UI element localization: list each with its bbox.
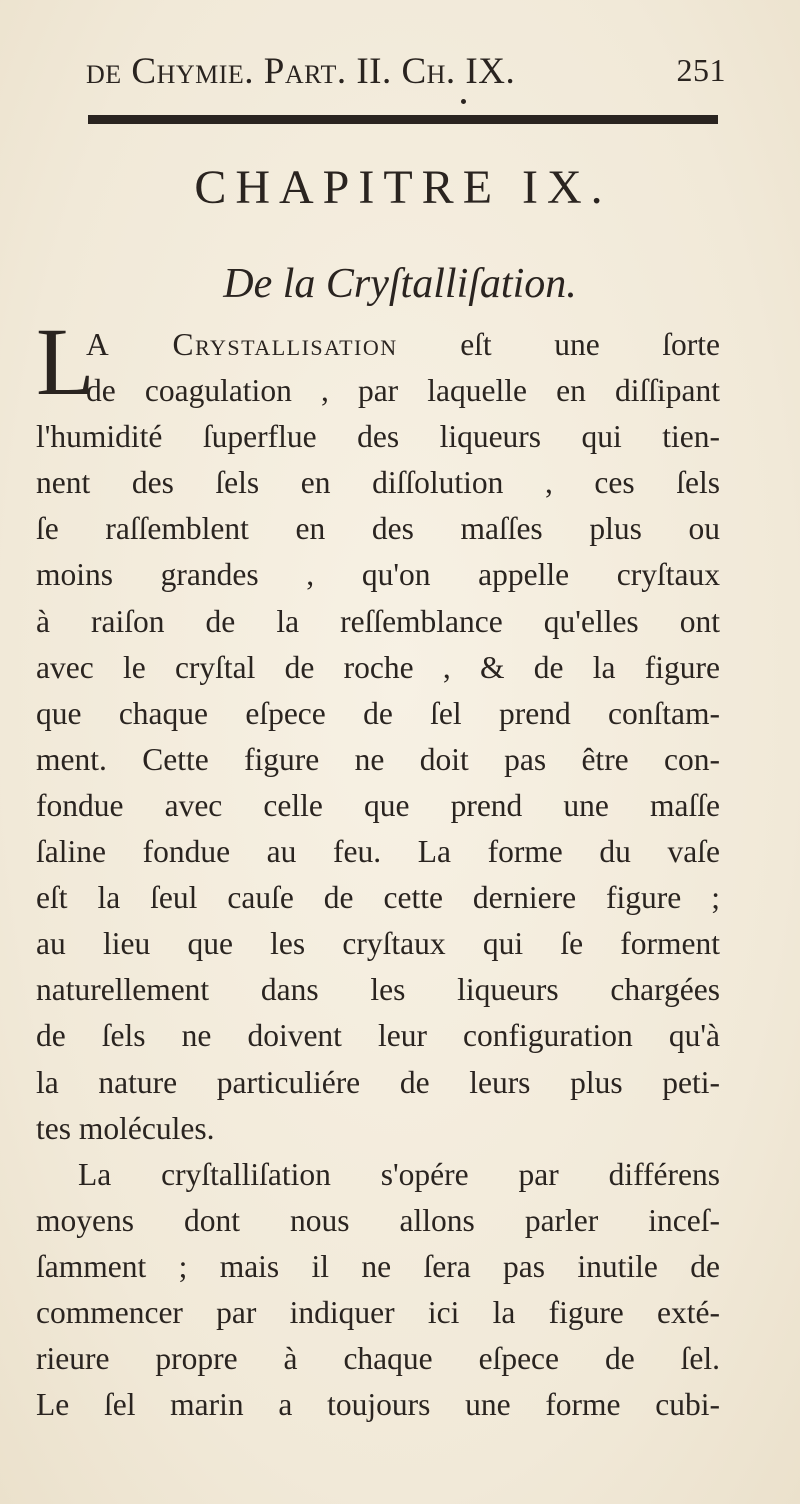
text-line: l'humidité ſuperflue des liqueurs qui tien- — [36, 419, 720, 455]
header-rule — [88, 115, 718, 124]
ornament-dot — [461, 99, 466, 104]
chapter-title: CHAPITRE IX. — [194, 161, 612, 214]
text-line: commencer par indiquer ici la figure exté- — [36, 1294, 720, 1330]
text-line: tes molécules. — [36, 1110, 215, 1146]
page-number: 251 — [676, 52, 726, 88]
text-line: la nature particuliére de leurs plus peti- — [36, 1064, 720, 1100]
text-line: avec le cryſtal de roche , & de la figure — [36, 649, 720, 685]
text-line: au lieu que les cryſtaux qui ſe forment — [36, 926, 720, 962]
running-head — [86, 50, 726, 100]
first-line-caps: A Crystallisation — [86, 327, 398, 362]
running-head-prefix: de — [86, 51, 122, 92]
text-line: La cryſtalliſation s'opére par différens — [78, 1156, 720, 1192]
text-line: ſaline fondue au feu. La forme du vaſe — [36, 834, 720, 870]
running-head-main: Chymie. Part. II. Ch. IX. — [131, 51, 516, 92]
text-line: à raiſon de la reſſemblance qu'elles ont — [36, 603, 720, 639]
text-line: ſamment ; mais il ne ſera pas inutile de — [36, 1248, 720, 1284]
text-line: Le ſel marin a toujours une forme cubi- — [36, 1387, 720, 1423]
text-line — [36, 322, 720, 368]
paragraph-2 — [36, 1152, 720, 1429]
first-line-rest: eſt une ſorte — [460, 327, 720, 362]
paragraph-1 — [36, 308, 720, 1152]
text-line: rieure propre à chaque eſpece de ſel. — [36, 1341, 720, 1377]
text-line: moins grandes , qu'on appelle cryſtaux — [36, 557, 720, 593]
text-line: eſt la ſeul cauſe de cette derniere figure ; — [36, 880, 720, 916]
drop-cap: L — [36, 308, 95, 415]
text-line: moyens dont nous allons parler inceſ- — [36, 1202, 720, 1238]
text-line: ment. Cette figure ne doit pas être con- — [36, 741, 720, 777]
text-line: de coagulation , par laquelle en diſſipant — [86, 373, 720, 409]
text-line: nent des ſels en diſſolution , ces ſels — [36, 465, 720, 501]
text-line: de ſels ne doivent leur configuration qu'à — [36, 1018, 720, 1054]
text-line: que chaque eſpece de ſel prend conſtam- — [36, 695, 720, 731]
text-line: ſe raſſemblent en des maſſes plus ou — [36, 511, 720, 547]
text-line: fondue avec celle que prend une maſſe — [36, 787, 720, 823]
running-head-title — [86, 50, 515, 93]
body-text — [36, 308, 720, 1428]
text-line: naturellement dans les liqueurs chargées — [36, 972, 720, 1008]
chapter-subtitle: De la Cryſtalliſation. — [223, 261, 577, 307]
